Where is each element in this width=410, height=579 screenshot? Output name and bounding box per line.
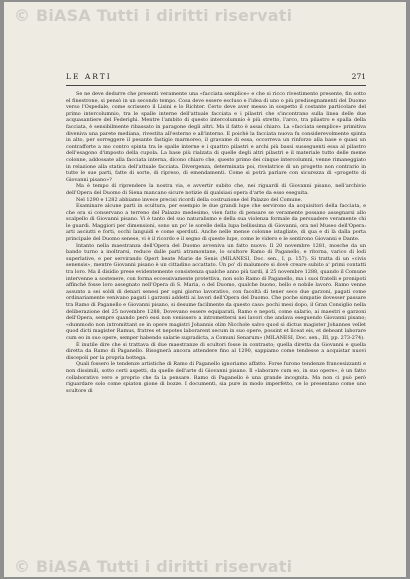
header-rule [66,85,366,86]
paragraph: Esaminare alcune parti in scultura, per esempio le due grandi lupe che servirono da acquisitori della facciata, e che ora si conservano a terreno del Palazzo medesimo, vien fatto di pensare se veramente possano assegnarsi allo scalpello di Giovanni pisano. Vi è tanto del suo naturalismo e della sua violenza formale da persuadere veramente chi le guardi. Maggiori per dimensioni, sono un po' le sorelle della lupa bellissima di Giovanni, ora nel Museo dell'Opera: arti asciutti e forti, occhi languidi e come sperduti. Anche nelle mense colonne istagliate, di qua e di là dalla porta principale del Duomo senese, vi è il ricordo e il segno di queste lupe, come le videro e le sentirono Giovanni e Dante. [66,203,366,243]
running-header [66,72,366,84]
paragraph: Ma è tempo di riprendere la nostra via, e avvertir subito che, nei riguardi di Giovanni pisano, nell'archivio dell'Opera del Duomo di Siena mancano sicure notizie di qualsiasi opera d'arte da esso eseguita. [66,183,366,196]
watermark-top: © BiASA Tutti i diritti riservati [14,6,293,25]
paragraph: È inutile dire che si trattava di due maestranze di scultori fosse in contrasto; quella diretta da Giovanni e quella diretta da Ramo di Paganello. Bisognerà ancora attendere fino al 1290, sappiamo come tendesse a acquistar nuovi discepoli per la propria bottega. [66,341,366,361]
paragraph: Quali fossero le tendenze artistiche di Ramo di Paganello ignoriamo affatto. Forse furono tendenze francesizzanti e non dissimili, sotto certi aspetti, da quelle dell'arte di Giovanni pisano. Il «laborare cum eo, in suo opere», è un fatto collaborativo vero e proprio che fa la pensare. Ramo di Paganello è una grande incognita. Ma non ci può però riguardare solo come spiaton gione di bozze. I documenti, sia pure in modo imperfetto, ce lo presentano come uno scultore di [66,361,366,394]
paragraph: Nel 1290 e 1282 abbiamo invece precisi ricordi della costruzione del Palazzo del Comune. [76,196,303,203]
paragraph: Se ne deve dedurre che presenti veramente una «facciata semplice» e che si ricco rivestimento presente, fin sotto el finestrone, si pensò in un secondo tempo. Cosa deve essere escluso e l'idea di uno o più predisegnamenti del Duomo verso l'Ospedale, come scrissero il Lisini e lo Richter. Certo deve aver messo in sospetto il costante particolare del primo intercolumnio, tra le spalle interne dell'attuale facciata e i pilastri che s'incontrano sulla linea delle due acquasantiere del Federighi. Mentre l'ambito di questo intercolumnio è più stretto, l'arco, tra pilastro e spalla della facciata, è sensibilmente ribassato in paragone degli altri. Ma il fatto è assai chiaro. La «facciata semplice» primitiva diveniva una parete mediana, rivestita all'esterno e all'interno. E poichè la facciata nuova fu considerevolmente spinta in alto, per sorreggere il pesante fastigio marmoreo, il gravame di essa, occorreva un rinforzo alla base e quasi un contrafforte a mo contro spinta tra le spalle interne e i quattro pilastri e archi più bassi susseguenti essa al pilastro dell'esagono d'imposto della cupola. La base più rialzata di quelle degli altri pilastri e il materiale tutto delle meme colonne, addossate alla facciata interna, dicono chiaro che, questo primo dei cinque intercolumni, venne rimaneggiato in relazione alla statica dell'attuale facciata. Divergenza, determinata poi, rivelatrice di un progetto non contrario in tutte le sue parti, fatte di sorte, di ripreso, di emendamenti. Come si potrà parlare con sicurezza di «progetto di Giovanni pisano»? [66,91,366,183]
document-page [4,2,406,577]
running-title: LE ARTI [66,72,112,81]
paragraph: Intanto nella maestranza dell'Opera del Duomo avveniva un fatto nuovo. Il 20 novembre 1281, mosche da un bando turno a inoltrarsi, reduce dalle parti atramontane, lo scultore Ramo di Paganello, e ritorna, varico di lodi superlative, e per servirando Opert beate Marie de Senis (MILANESI, Doc. sen., I, p. 157). Si tratta di un «civis senensis», mentre Giovanni pisano è un cittadino accattato. Un po' di malumore si dovè creare subito a' primi contatti tra loro. Ma il disidio prese evidentemente consistenza qualche anno più tardi, il 25 novembre 1288, quando il Comune intervenne a sostenere, con forma eccessivamente protettiva, non solo Ramo di Paganello, ma i suoi fratelli e pronipoti affinché fosse loro assegnato nell'Opera di S. Maria, o del Duomo, qualche buono, bello e nobile lavoro. Ramo venne assunto a sei soldi di denari senesi per ogni giorno lavorativo, con facoltà di tener seco due garzoni, pagati come ordinariamente venivano pagati i garzoni addetti ai lavori dell'Opera del Duomo. Che poche simpatie dovesser passare tra Ramo di Paganello e Giovanni pisano, si desume facilmente da questo caso: pochi mesi dopo, il Gran Consiglio nella deliberazione del 25 novembre 1288, Dovevano essere equiparati, Ramo e nepoti, come salario, ai maestri e garzoni dell'Opera, sempre quando però essi non venissero a intromettersi nei lavori che andava eseguendo Giovanni pisano; «dummodo non intromittant se in opere magistri Johannis olim Nicchole salvo quod si dictus magister Johannes vellet quod dicti magister Ramus, fratres et nepotes laborarent secum in suo opere, possint et liceat eis, et debeant laborare cum eo in suo opere, semper habendo salarie supradicta, a Comuni Senarum» (MILANESI, Doc. sen., III, pp. 273-274). [66,242,366,341]
watermark-bottom: © BiASA Tutti i diritti riservati [14,557,293,576]
page-number: 271 [351,72,366,81]
body-text [66,91,366,547]
